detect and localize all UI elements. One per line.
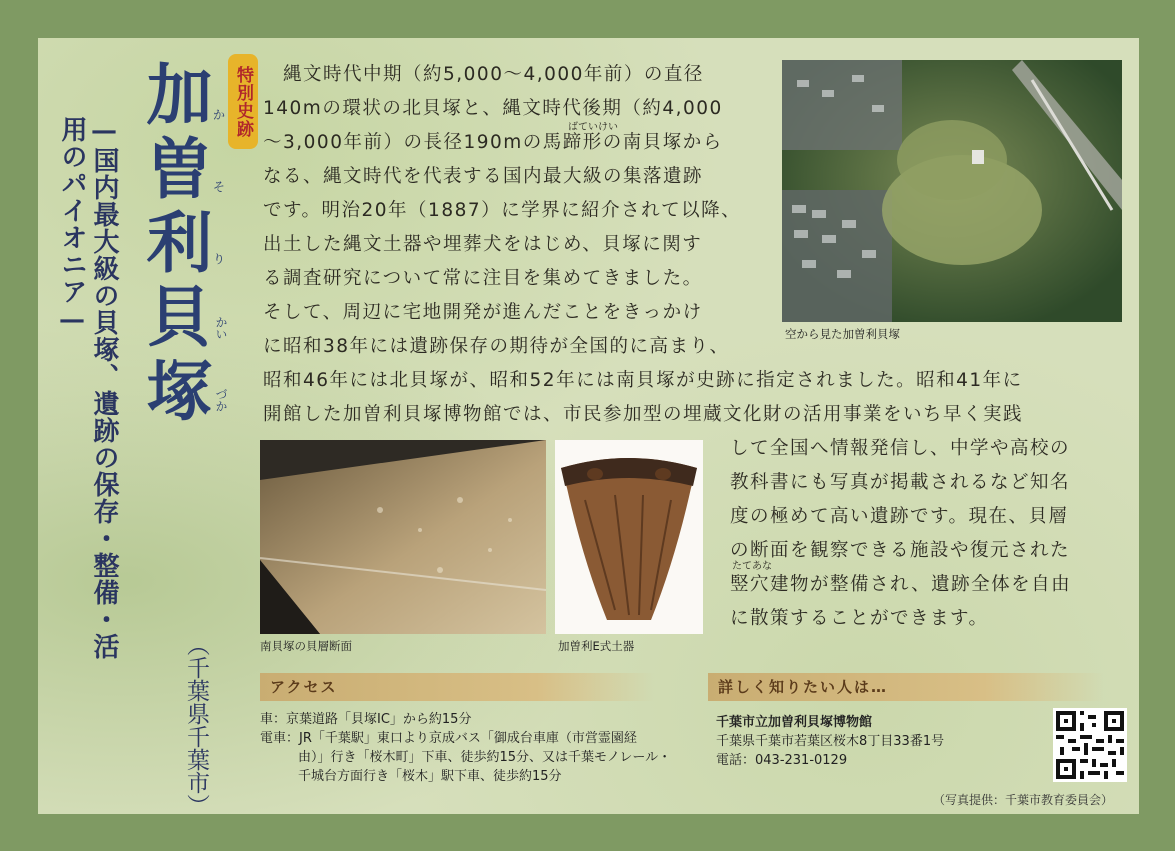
title-ruby-kai: かい [214,316,228,340]
museum-address: 千葉県千葉市若葉区桜木8丁目33番1号 [716,734,945,749]
access-train-line-3: 千城台方面行き「桜木」駅下車、徒歩約15分 [298,769,562,784]
title-ruby-ri: り [213,252,226,266]
body-line: に昭和38年には遺跡保存の期待が全国的に高まり、 [263,336,730,357]
aerial-photo-caption: 空から見た加曽利貝塚 [785,327,900,341]
contact-info [716,713,944,770]
access-info [260,710,671,786]
body-line: に散策することができます。 [730,608,989,629]
body-line: なる、縄文時代を代表する国内最大級の集落遺跡 [263,166,704,187]
title-ruby-zuka: づか [214,388,228,412]
description-right [730,432,1071,636]
body-line: 140mの環状の北貝塚と、縄文時代後期（約4,000 [263,98,723,119]
museum-phone: 電話：043-231-0129 [716,753,848,768]
pottery-photo [555,440,703,634]
body-line: る調査研究について常に注目を集めてきました。 [263,268,703,289]
photo-credit: （写真提供：千葉市教育委員会） [933,793,1114,807]
site-title: 加曽利貝塚 [135,60,213,430]
body-line: そして、周辺に宅地開発が進んだことをきっかけ [263,302,703,323]
subtitle: —国内最大級の貝塚、遺跡の保存・整備・活用のパイオニア— [57,116,119,660]
access-train-line-1: 電車：JR「千葉駅」東口より京成バス「御成台車庫（市営霊園経 [260,731,637,746]
body-line: の断面を観察できる施設や復元された [730,540,1071,561]
pottery-caption: 加曽利E式土器 [558,639,635,653]
access-car: 車：京葉道路「貝塚IC」から約15分 [260,712,472,727]
title-ruby-ka: か [213,108,226,122]
ruby-bateikei: ばていけい [568,122,618,133]
access-train-line-2: 由）」行き「桜木町」下車、徒歩約15分、又は千葉モノレール・ [298,750,672,765]
qr-code[interactable] [1053,708,1127,782]
title-ruby-so: そ [213,180,226,194]
description-wide [263,364,1023,432]
special-site-badge: 特別史跡 [228,54,258,149]
body-line: 教科書にも写真が掲載されるなど知名 [730,472,1071,493]
body-line: です。明治20年（1887）に学界に紹介されて以降、 [263,200,742,221]
aerial-photo [782,60,1122,322]
contact-heading: 詳しく知りたい人は… [708,673,1103,701]
museum-name: 千葉市立加曽利貝塚博物館 [716,715,873,730]
body-line: 縄文時代中期（約5,000～4,000年前）の直径 [263,64,704,85]
shell-layer-caption: 南貝塚の貝層断面 [260,639,352,653]
body-line: 竪穴建物が整備され、遺跡全体を自由 [730,574,1072,595]
location-label: （千葉県千葉市） [183,633,209,817]
body-line: 出土した縄文土器や埋葬犬をはじめ、貝塚に関す [263,234,703,255]
body-line: 開館した加曽利貝塚博物館では、市民参加型の埋蔵文化財の活用事業をいち早く実践 [263,404,1024,425]
info-panel [38,38,1139,817]
ruby-tateana: たてあな [732,561,772,572]
body-line: 昭和46年には北貝塚が、昭和52年には南貝塚が史跡に指定されました。昭和41年に [263,370,1023,391]
body-line: 度の極めて高い遺跡です。現在、貝層 [730,506,1069,527]
access-heading: アクセス [260,673,655,701]
body-line: して全国へ情報発信し、中学や高校の [730,438,1071,459]
body-line: ～3,000年前）の長径190mの馬蹄形の南貝塚から [263,132,723,153]
description-top [263,58,741,364]
shell-layer-photo [260,440,546,634]
